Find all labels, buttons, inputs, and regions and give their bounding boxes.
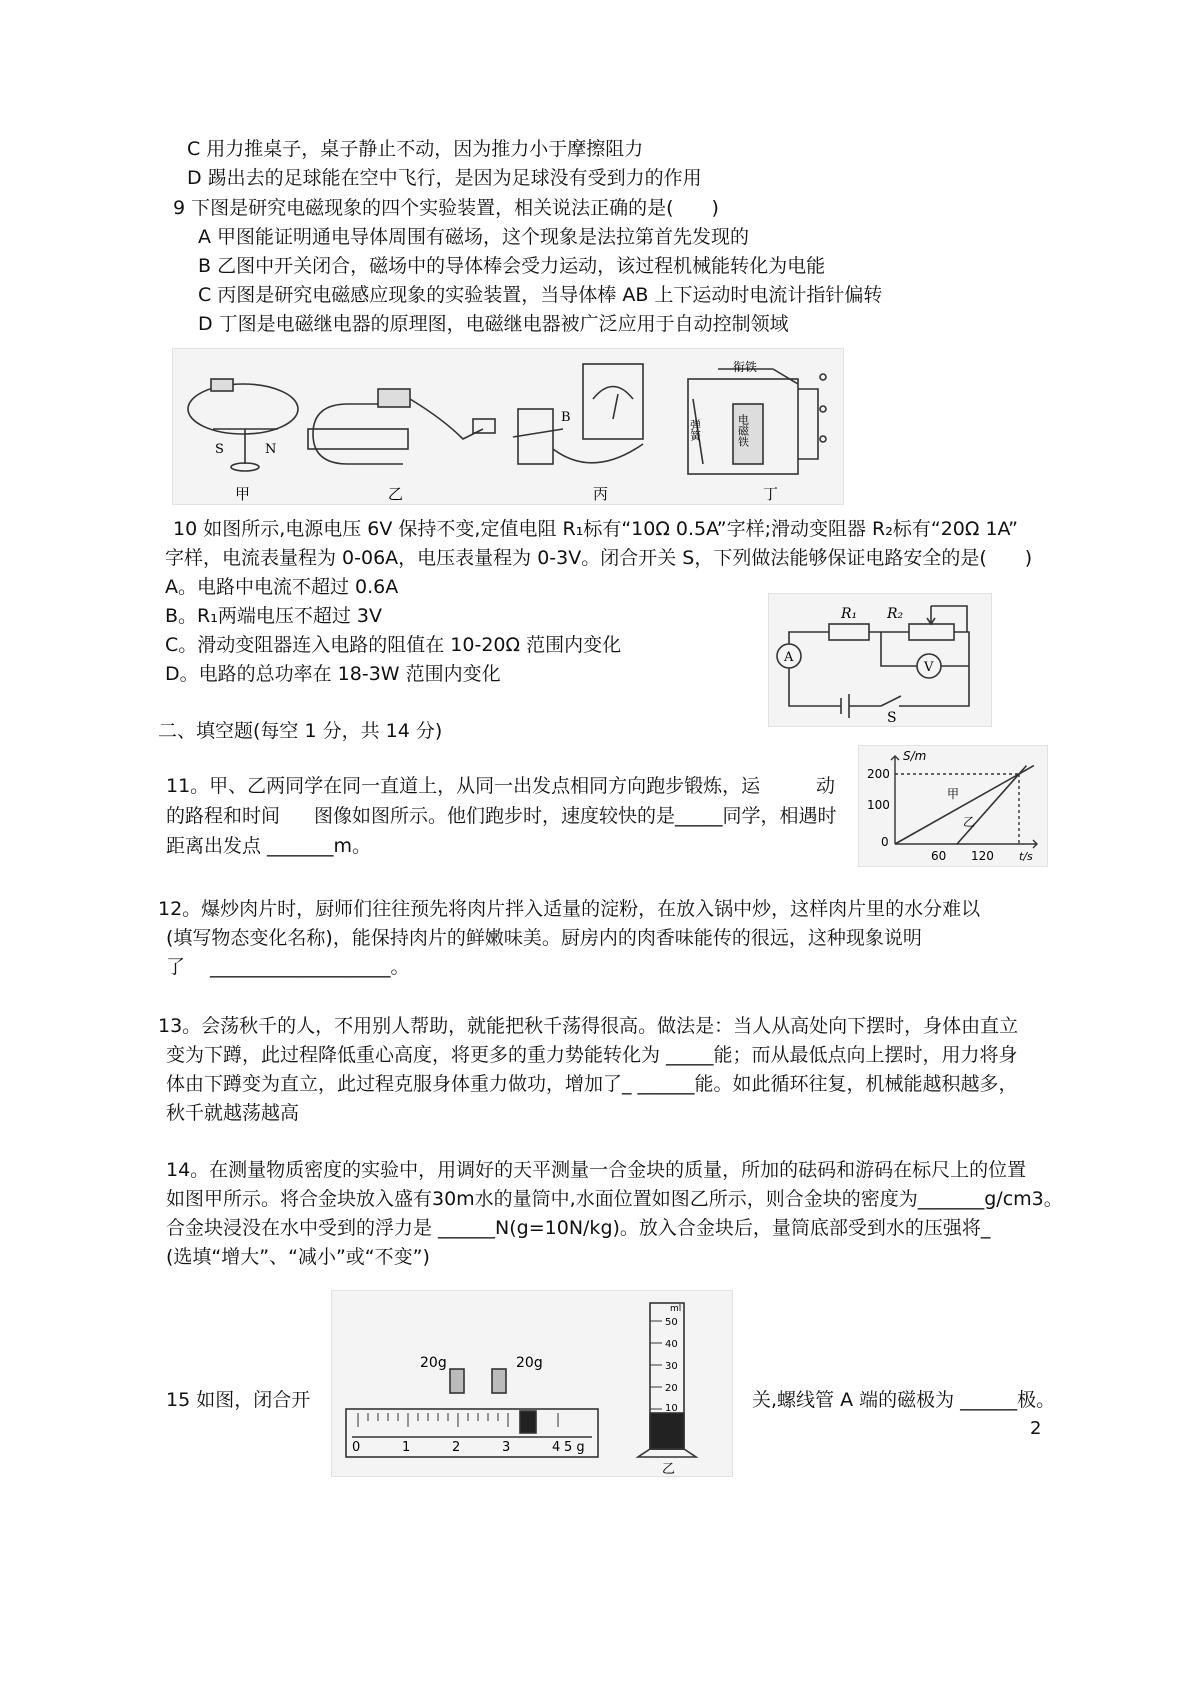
q14-scale-tick-3: 3 [502,1440,511,1455]
q11-series-group [895,766,1034,844]
q14-rider [520,1411,536,1433]
q9-caption-ding: 丁 [763,485,779,503]
q10-option-d: D。电路的总功率在 18-3W 范围内变化 [165,663,501,685]
q14-weight-left [450,1369,464,1393]
q15-left: 15 如图，闭合开 [166,1389,311,1411]
q14-scale-tick-1: 1 [402,1440,411,1455]
q11-series-label-jia: 甲 [947,787,960,801]
q9-stem: 9 下图是研究电磁现象的四个实验装置，相关说法正确的是( ) [173,197,719,219]
q11-line1b: 动 [816,775,836,797]
q11-series-line-yi [957,766,1026,844]
q10-stem-line1: 10 如图所示,电源电压 6V 保持不变,定值电阻 R₁标有“10Ω 0.5A”字样;滑动变阻器 R₂标有“20Ω 1A” [173,518,1019,540]
q9-fig-s: S [215,442,224,457]
q9-fig-n: N [265,442,277,457]
q14-cyl-unit: ml [670,1304,682,1314]
q14-scale-tick-0: 0 [352,1440,361,1455]
q11-x-unit: t/s [1019,850,1033,863]
q9-option-d: D 丁图是电磁继电器的原理图，电磁继电器被广泛应用于自动控制领域 [198,313,789,335]
q8-option-d: D 踢出去的足球能在空中飞行，是因为足球没有受到力的作用 [187,167,702,189]
q11-line3: 距离出发点 _______m。 [166,835,372,857]
q14-cyl-tick-30: 30 [665,1361,678,1372]
q14-scale-tick-5: 5 g [564,1440,585,1455]
q11-ytick-0: 0 [881,835,889,849]
q14-line3: 合金块浸没在水中受到的浮力是 ______N(g=10N/kg)。放入合金块后，量筒底部受到水的压强将_ [166,1217,991,1239]
q9-fig-iron: 衔铁 [733,360,758,374]
q12-line2: (填写物态变化名称)，能保持肉片的鲜嫩味美。厨房内的肉香味能传的很远，这种现象说明 [166,927,922,949]
q13-line2: 变为下蹲，此过程降低重心高度，将更多的重力势能转化为 _____能；而从最低点向上摆时，用力将身 [166,1044,1018,1066]
q14-cyl-tick-20: 20 [665,1383,678,1394]
q13-line3: 体由下蹲变为直立，此过程克服身体重力做功，增加了_ ______能。如此循环往复，机械能越积越多， [166,1073,1018,1095]
q14-alloy-block [650,1413,684,1449]
q12-line1: 12。爆炒肉片时，厨师们往往预先将肉片拌入适量的淀粉，在放入锅中炒，这样肉片里的水分难以 [158,898,981,920]
q9-option-a: A 甲图能证明通电导体周围有磁场，这个现象是法拉第首先发现的 [198,226,750,248]
q14-weight-label-left: 20g [420,1355,447,1371]
q14-cyl-tick-40: 40 [665,1339,678,1350]
q9-fig-b: B [561,410,571,425]
q11-line2a: 的路程和时间 [166,805,281,827]
q14-figure [331,1290,733,1477]
q9-caption-yi: 乙 [388,485,404,503]
q10-label-voltmeter: V [924,660,934,675]
q13-line4: 秋千就越荡越高 [166,1102,300,1124]
q13-line1: 13。会荡秋千的人，不用别人帮助，就能把秋千荡得很高。做法是：当人从高处向下摆时，身体由直立 [158,1015,1019,1037]
q9-caption-bing: 丙 [593,485,609,503]
q11-ytick-100: 100 [867,798,890,812]
q10-label-r1: R₁ [841,606,858,622]
q11-line1a: 11。甲、乙两同学在同一直道上，从同一出发点相同方向跑步锻炼，运 [166,775,761,797]
q9-fig-electromagnet: 电磁铁 [736,414,750,447]
q11-ytick-200: 200 [867,767,890,781]
q10-label-switch: S [887,710,897,726]
q14-scale-tick-2: 2 [452,1440,461,1455]
q10-stem-line2: 字样，电流表量程为 0-06A，电压表量程为 0-3V。闭合开关 S，下列做法能够保证电路安全的是( ) [165,547,1033,569]
q9-option-b: B 乙图中开关闭合，磁场中的导体棒会受力运动，该过程机械能转化为电能 [198,255,826,277]
q11-xtick-120: 120 [971,849,994,863]
q11-series-label-yi: 乙 [963,815,976,829]
q11-y-unit: S/m [903,749,927,763]
q10-label-ammeter: A [784,650,794,665]
q14-line2: 如图甲所示。将合金块放入盛有30m水的量筒中,水面位置如图乙所示，则合金块的密度为_______g/cm3。 [166,1188,1063,1210]
q11-xtick-60: 60 [931,849,947,863]
q14-cyl-tick-50: 50 [665,1317,678,1328]
q14-cyl-caption: 乙 [662,1462,676,1476]
q14-cyl-tick-10: 10 [665,1403,678,1414]
q10-label-r2: R₂ [887,606,904,622]
q9-caption-jia: 甲 [235,485,251,503]
q9-fig-spring: 弹簧 [688,419,702,441]
q11-line2b: 图像如图所示。他们跑步时，速度较快的是_____同学，相遇时 [314,805,837,827]
q14-weight-label-right: 20g [516,1355,543,1371]
section2-title: 二、填空题(每空 1 分，共 14 分) [158,720,443,742]
q10-circuit-figure [768,593,992,727]
q11-series-line-jia [895,766,1034,844]
q12-line3: 了 ___________________。 [166,956,410,978]
q10-option-b: B。R₁两端电压不超过 3V [165,605,382,627]
page-number: 2 [1030,1418,1042,1439]
q10-option-a: A。电路中电流不超过 0.6A [165,576,399,598]
q11-graph [858,745,1048,867]
q10-option-c: C。滑动变阻器连入电路的阻值在 10-20Ω 范围内变化 [165,634,622,656]
q14-line4: (选填“增大”、“减小”或“不变”) [166,1246,430,1268]
q14-weight-right [492,1369,506,1393]
q8-option-c: C 用力推桌子，桌子静止不动，因为推力小于摩擦阻力 [187,138,644,160]
q15-right: 关,螺线管 A 端的磁极为 ______极。 [752,1389,1056,1411]
q14-scale-tick-4: 4 [552,1440,561,1455]
q9-figure [172,348,844,505]
q14-line1: 14。在测量物质密度的实验中，用调好的天平测量一合金块的质量，所加的砝码和游码在标尺上的位置 [166,1159,1027,1181]
q9-option-c: C 丙图是研究电磁感应现象的实验装置，当导体棒 AB 上下运动时电流计指针偏转 [198,284,883,306]
